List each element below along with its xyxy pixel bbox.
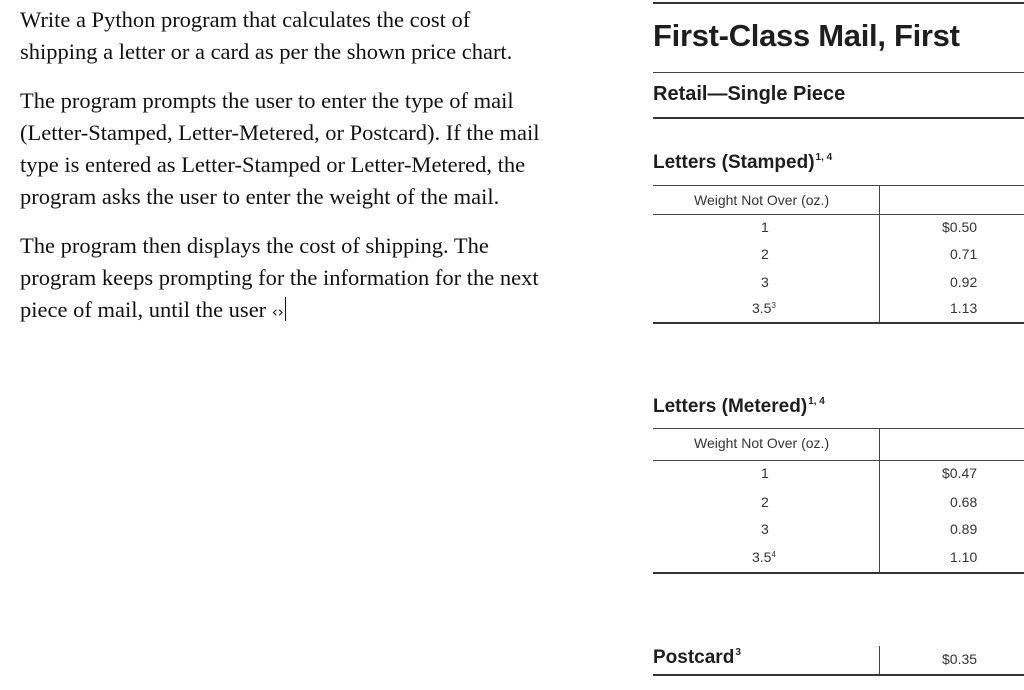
text-line: program keeps prompting for the information for the next	[20, 265, 539, 290]
price-cell: $0.35	[942, 651, 978, 667]
weight-cell: 2	[761, 246, 769, 262]
price-cell: 0.68	[950, 494, 978, 510]
text-line: Write a Python program that calculates the cost of	[20, 7, 471, 32]
column-divider	[879, 646, 880, 674]
price-chart	[653, 0, 1024, 690]
weight-cell	[752, 549, 776, 565]
footnote-marker: 3	[735, 647, 741, 658]
paragraph-loop[interactable]	[20, 230, 620, 328]
text-line: (Letter-Stamped, Letter-Metered, or Postcard). If the mail	[20, 120, 540, 145]
section-title-text: Letters (Metered)	[653, 396, 808, 417]
text-line: shipping a letter or a card as per the shown price chart.	[20, 39, 513, 64]
text-line: The program prompts the user to enter the type of mail	[20, 88, 514, 113]
text-line: program asks the user to enter the weight of the mail.	[20, 184, 500, 209]
missing-glyph-icon: ‹›	[271, 303, 284, 321]
text-line: The program then displays the cost of shipping. The	[20, 233, 489, 258]
divider	[653, 72, 1024, 73]
text-line: piece of mail, until the user	[20, 297, 267, 322]
weight-cell: 1	[761, 219, 769, 235]
footnote-marker: 1, 4	[808, 396, 825, 407]
footnote-marker: 3	[771, 301, 776, 310]
section-title-text: Postcard	[653, 647, 735, 668]
weight-value: 3.5	[752, 549, 772, 565]
weight-cell: 3	[761, 521, 769, 537]
footnote-marker: 4	[771, 550, 776, 559]
column-divider	[879, 428, 880, 572]
divider	[653, 117, 1024, 119]
text-cursor	[285, 297, 286, 321]
table-header-rule	[653, 428, 1024, 429]
divider	[653, 460, 1024, 461]
chart-subtitle: Retail—Single Piece	[653, 83, 846, 105]
price-cell: 1.13	[950, 300, 978, 316]
section-title-metered	[653, 396, 825, 418]
column-header-weight: Weight Not Over (oz.)	[694, 192, 830, 208]
table-bottom-rule	[653, 674, 1024, 676]
price-cell: $0.47	[942, 465, 978, 481]
weight-cell: 3	[761, 274, 769, 290]
divider	[653, 214, 1024, 215]
chart-top-rule	[653, 2, 1024, 4]
paragraph-prompt	[20, 85, 620, 213]
section-title-postcard	[653, 647, 741, 669]
weight-value: 3.5	[752, 300, 772, 316]
table-bottom-rule	[653, 572, 1024, 574]
price-cell: 1.10	[950, 549, 978, 565]
section-title-text: Letters (Stamped)	[653, 152, 815, 173]
table-bottom-rule	[653, 322, 1024, 324]
price-cell: $0.50	[942, 219, 978, 235]
paragraph-intro	[20, 4, 620, 68]
chart-title: First-Class Mail, First	[653, 18, 960, 53]
section-title-stamped	[653, 152, 832, 174]
weight-cell	[752, 300, 776, 316]
table-header-rule	[653, 185, 1024, 186]
price-cell: 0.71	[950, 246, 978, 262]
column-divider	[879, 185, 880, 323]
column-header-weight: Weight Not Over (oz.)	[694, 435, 830, 451]
price-cell: 0.89	[950, 521, 978, 537]
text-line: type is entered as Letter-Stamped or Letter-Metered, the	[20, 152, 526, 177]
weight-cell: 2	[761, 494, 769, 510]
weight-cell: 1	[761, 465, 769, 481]
price-cell: 0.92	[950, 274, 978, 290]
footnote-marker: 1, 4	[815, 152, 833, 163]
assignment-text	[20, 4, 620, 345]
